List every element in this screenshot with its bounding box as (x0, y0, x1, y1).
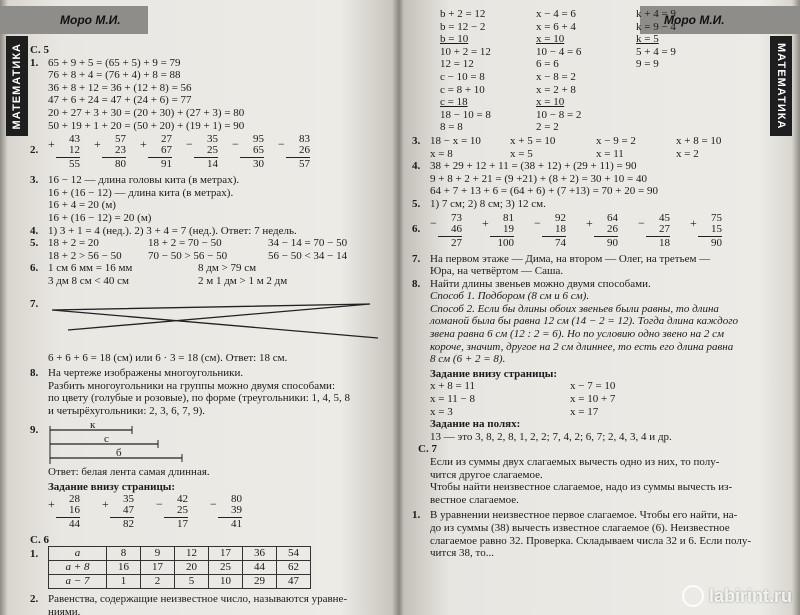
task-1-table: 1. a 8 9 12 17 36 54 a + 8 16 17 20 25 44 62 a − 7 1 2 5 10 29 47 (30, 546, 392, 589)
column-op: + 57 23 80 (94, 133, 126, 171)
task-1: 1. В уравнении неизвестное первое слагаемое. Чтобы его найти, на- до из суммы (38) вычесть известное слагаемое (6). Неизвестное слагаемое равно 32. Проверка. Складываем числа 32 и 6. Если полу- чится 38, то... (412, 509, 751, 560)
ribbon-label-s: с (104, 433, 109, 446)
equation-line: 18 − 10 = 8 (440, 108, 491, 121)
right-bottom-task: Задание внизу страницы: x + 8 = 11 x − 7 = 10 x = 11 − 8 x = 10 + 7 x = 3 x = 17 (430, 367, 616, 418)
equation-line: x = 2 + 8 (536, 83, 576, 96)
values-table: a 8 9 12 17 36 54 a + 8 16 17 20 25 44 62 a − 7 1 2 5 10 29 47 (48, 546, 311, 589)
page-header-author: Моро М.И. (0, 6, 148, 34)
task-7: 7. (30, 292, 392, 352)
task-7: 7. На первом этаже — Дима, на втором — Олег, на третьем — Юра, на четвёртом — Саша. (412, 252, 711, 278)
equation-line: b = 10 (440, 33, 469, 46)
task-8: 8. Найти длины звеньев можно двумя способами. Способ 1. Подбором (8 см и 6 см). Способ 2. Если бы длины обоих звеньев были равны, то длина ломаной была бы равна 12 см (14 − 2 = 12). Тогда длина каждого звена равна 6 см (12 : 2 = 6). Но по условию одно звено на 2 см короче, значит, другое на 2 см длиннее, то есть его длина равна 8 см (6 + 2 = 8). (412, 277, 739, 366)
task-5: 5. 18 + 2 = 20 18 + 2 = 70 − 50 34 − 14 = 70 − 50 18 + 2 > 56 − 50 70 − 50 > 56 − 50 56 − 50 < 34 − 14 (30, 237, 348, 262)
left-bottom-task: Задание внизу страницы: + 28 16 44 + 35 47 82 − 42 25 17 − 80 39 41 (48, 481, 242, 530)
right-page (404, 0, 800, 615)
equation-line: 8 = 8 (440, 121, 463, 134)
task-9: 9. к с б (30, 422, 392, 466)
subject-tab: МАТЕМАТИКА (770, 36, 792, 136)
equation-block (412, 8, 770, 134)
equation-line: 5 + 4 = 9 (636, 45, 676, 58)
zigzag-diagram (48, 302, 388, 342)
margin-task: Задание на полях: 13 — это 3, 8, 2, 8, 1, 2, 2; 7, 4, 2; 6, 7; 2, 4, 3, 4 и др. (430, 418, 672, 443)
left-page-content (30, 44, 392, 615)
task-6: 6. 1 см 6 мм = 16 мм 8 дм > 79 см 3 дм 8 см < 40 см 2 м 1 дм > 1 м 2 дм (30, 262, 288, 287)
equation-line: b = 12 − 2 (440, 20, 486, 33)
section-heading: С. 5 (30, 44, 49, 56)
equation-line: 10 − 4 = 6 (536, 45, 582, 58)
rule-text: Если из суммы двух слагаемых вычесть одно из них, то полу- чится другое слагаемое. Чтобы найти неизвестное слагаемое, надо из суммы вычесть из- вестное слагаемое. (430, 456, 733, 506)
equation-line: k + 4 = 9 (636, 8, 676, 20)
column-op: + 43 12 55 (48, 133, 80, 171)
ribbon-diagram (48, 422, 248, 466)
column-op: − 35 25 14 (186, 133, 218, 171)
task-1: 1. 65 + 9 + 5 = (65 + 5) + 9 = 79 76 + 8 + 4 = (76 + 4) + 8 = 88 36 + 8 + 12 = 36 + (12 + 8) = 56 47 + 6 + 24 = 47 + (24 + 6) = 77 20 + 27 + 3 + 30 = (20 + 30) + (27 + 3) = 80 50 + 19 + 1 + 20 = (50 + 20) + (19 + 1) = 90 (30, 56, 245, 132)
subject-tab: МАТЕМАТИКА (6, 36, 28, 136)
page-header-author: Моро М.И. (640, 6, 800, 34)
task-7-answer: 6 + 6 + 6 = 18 (см) или 6 · 3 = 18 (см). Ответ: 18 см. (48, 351, 288, 364)
equation-line: x − 4 = 6 (536, 8, 576, 20)
task-4: 4. 38 + 29 + 12 + 11 = (38 + 12) + (29 + 11) = 90 9 + 8 + 2 + 21 = (9 +21) + (8 + 2) = 30 + 10 = 40 64 + 7 + 13 + 6 = (64 + 6) + (7 +13) = 70 + 20 = 90 (412, 160, 658, 198)
equation-line: x = 10 (536, 96, 565, 109)
task-4: 4. 1) 3 + 1 = 4 (нед.). 2) 3 + 4 = 7 (нед.). Ответ: 7 недель. (30, 224, 297, 237)
ribbon-label-b: б (116, 447, 122, 460)
task-5: 5. 1) 7 см; 2) 8 см; 3) 12 см. (412, 197, 546, 210)
equation-line: x = 6 + 4 (536, 20, 576, 33)
watermark-logo: labirint.ru (682, 585, 792, 607)
section-heading: С. 7 (418, 443, 437, 456)
equation-line: x − 8 = 2 (536, 70, 576, 83)
equation-line: 12 = 12 (440, 58, 474, 71)
equation-line: x = 10 (536, 33, 565, 46)
task-3: 3. 18 − x = 10 x + 5 = 10 x − 9 = 2 x + 8 = 10 x = 8 x = 5 x = 11 x = 2 (412, 134, 722, 160)
equation-line: 10 + 2 = 12 (440, 45, 491, 58)
equation-line: 9 = 9 (636, 58, 659, 71)
task-9-answer: Ответ: белая лента самая длинная. (48, 466, 210, 479)
column-op: − 83 26 57 (278, 133, 310, 171)
equation-line: 6 = 6 (536, 58, 559, 71)
equation-line: k = 9 − 4 (636, 20, 676, 33)
left-page (0, 0, 398, 615)
section-heading-2: С. 6 (30, 533, 49, 546)
equation-line: 10 − 8 = 2 (536, 108, 582, 121)
equation-line: c = 18 (440, 96, 468, 109)
equation-line: 2 = 2 (536, 121, 559, 134)
task-2: 2. + 43 12 55 + 57 23 80 + 27 67 91 − 35 25 14 − 95 65 30 − 83 26 57 (30, 133, 310, 171)
column-op: + 27 67 91 (140, 133, 172, 171)
right-page-content (412, 8, 770, 560)
watermark-icon (682, 585, 704, 607)
equation-line: k = 5 (636, 33, 659, 46)
equation-line: c − 10 = 8 (440, 70, 485, 83)
task-6: 6. − 73 46 27 + 81 19 100 − 92 18 74 + 64 26 90 − 45 27 18 + 75 15 90 (412, 211, 722, 249)
equation-line: c = 8 + 10 (440, 83, 485, 96)
ribbon-label-k: к (90, 419, 96, 432)
column-op: − 95 65 30 (232, 133, 264, 171)
task-3: 3. 16 − 12 — длина головы кита (в метрах). 16 + (16 − 12) — длина кита (в метрах). 16 + 4 = 20 (м) 16 + (16 − 12) = 20 (м) (30, 174, 240, 224)
equation-line: b + 2 = 12 (440, 8, 486, 20)
task-2b: 2. Равенства, содержащие неизвестное число, называются уравне- ниями. (30, 593, 348, 615)
task-8: 8. На чертеже изображены многоугольники. Разбить многоугольники на группы можно двумя способами: по цвету (голубые и розовые), по форме (треугольники: 1, 4, 5, 8 и четырёхугольники: 2, 3, 6, 7, 9). (30, 367, 351, 417)
